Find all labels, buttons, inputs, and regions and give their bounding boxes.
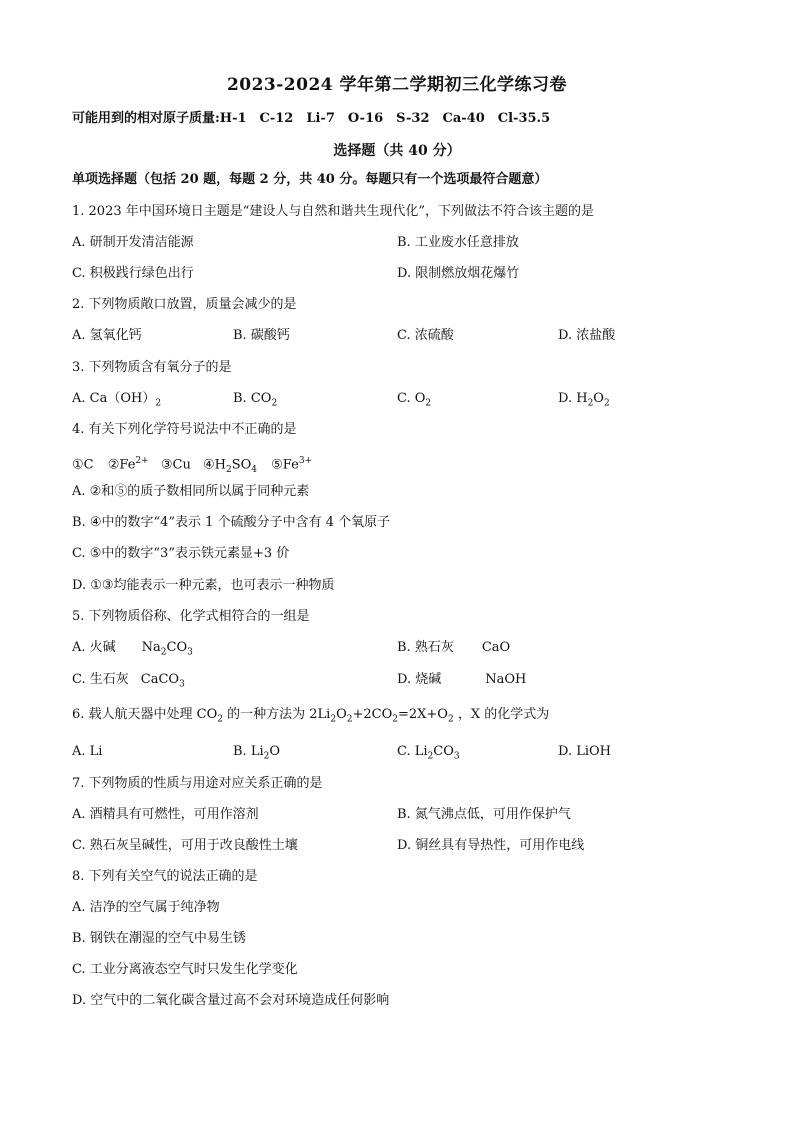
question-6-stem: 6. 载人航天器中处理 $CO_2$ 的一种方法为 $2Li_2O_2+2CO_2=2X+O_2$ ，X 的化学式为 [72, 707, 550, 725]
q8-option-a[interactable]: A. 洁净的空气属于纯净物 [72, 900, 220, 915]
q1-option-d[interactable]: D. 限制燃放烟花爆竹 [397, 266, 520, 281]
question-3-stem: 3. 下列物质含有氧分子的是 [72, 360, 232, 375]
q4-option-c[interactable]: C. ⑤中的数字“3”表示铁元素显+3 价 [72, 546, 290, 561]
q8-option-d[interactable]: D. 空气中的二氧化碳含量过高不会对环境造成任何影响 [72, 993, 390, 1008]
q1-option-b[interactable]: B. 工业废水任意排放 [397, 235, 519, 250]
q5-option-b[interactable]: B. 熟石灰 CaO [397, 640, 511, 655]
q2-option-b[interactable]: B. 碳酸钙 [233, 328, 290, 343]
q4-option-d[interactable]: D. ①③均能表示一种元素，也可表示一种物质 [72, 578, 335, 593]
question-1-stem: 1. 2023 年中国环境日主题是“建设人与自然和谐共生现代化”，下列做法不符合该主题的是 [72, 204, 595, 219]
q3-option-c[interactable]: C. $O_2$ [397, 391, 432, 409]
q4-option-b[interactable]: B. ④中的数字“4”表示 1 个硫酸分子中含有 4 个氧原子 [72, 515, 391, 530]
q5-option-c[interactable]: C. 生石灰 CaCO$_3$ [72, 672, 185, 690]
q7-option-c[interactable]: C. 熟石灰呈碱性，可用于改良酸性土壤 [72, 838, 298, 853]
q6-option-a[interactable]: A. Li [72, 744, 103, 759]
q5-option-d[interactable]: D. 烧碱 NaOH [397, 672, 527, 687]
q6-option-b[interactable]: B. $Li_2O$ [233, 744, 281, 762]
q5-option-a[interactable]: A. 火碱 $Na_2CO_3$ [72, 640, 193, 658]
q8-option-b[interactable]: B. 钢铁在潮湿的空气中易生锈 [72, 931, 246, 946]
q1-option-a[interactable]: A. 研制开发清洁能源 [72, 235, 194, 250]
q8-option-c[interactable]: C. 工业分离液态空气时只发生化学变化 [72, 962, 298, 977]
exam-title: 2023-2024 学年第二学期初三化学练习卷 [226, 75, 568, 95]
q7-option-d[interactable]: D. 铜丝具有导热性，可用作电线 [397, 838, 585, 853]
question-2-stem: 2. 下列物质敞口放置，质量会减少的是 [72, 297, 297, 312]
q3-option-a[interactable]: A. $Ca(OH)_2$ [72, 391, 162, 409]
q2-option-c[interactable]: C. 浓硫酸 [397, 328, 454, 343]
q6-option-d[interactable]: D. LiOH [558, 744, 612, 759]
q3-option-b[interactable]: B. $CO_2$ [233, 391, 278, 409]
q7-option-b[interactable]: B. 氮气沸点低，可用作保护气 [397, 807, 571, 822]
question-5-stem: 5. 下列物质俗称、化学式相符合的一组是 [72, 609, 310, 624]
q2-option-a[interactable]: A. 氢氧化钙 [72, 328, 142, 343]
instructions: 单项选择题（包括 20 题，每题 2 分，共 40 分。每题只有一个选项最符合题意） [72, 172, 548, 187]
section-heading: 选择题（共 40 分） [333, 143, 461, 159]
q3-option-d[interactable]: D. $H_2O_2$ [558, 391, 610, 409]
question-8-stem: 8. 下列有关空气的说法正确的是 [72, 869, 258, 884]
question-7-stem: 7. 下列物质的性质与用途对应关系正确的是 [72, 776, 323, 791]
question-4-stem: 4. 有关下列化学符号说法中不正确的是 [72, 422, 297, 437]
q6-option-c[interactable]: C. $Li_2CO_3$ [397, 744, 460, 762]
q4-option-a[interactable]: A. ②和⑤的质子数相同所以属于同种元素 [72, 484, 310, 499]
atomic-mass-note: 可能用到的相对原子质量:H-1 C-12 Li-7 O-16 S-32 Ca-40 Cl-35.5 [72, 111, 551, 126]
q2-option-d[interactable]: D. 浓盐酸 [558, 328, 616, 343]
q7-option-a[interactable]: A. 酒精具有可燃性，可用作溶剂 [72, 807, 259, 822]
q4-symbols: ①C $②Fe^{2+}$ ③Cu $④H_2SO_4$ $⑤Fe^{3+}$ [72, 456, 313, 475]
q1-option-c[interactable]: C. 积极践行绿色出行 [72, 266, 194, 281]
